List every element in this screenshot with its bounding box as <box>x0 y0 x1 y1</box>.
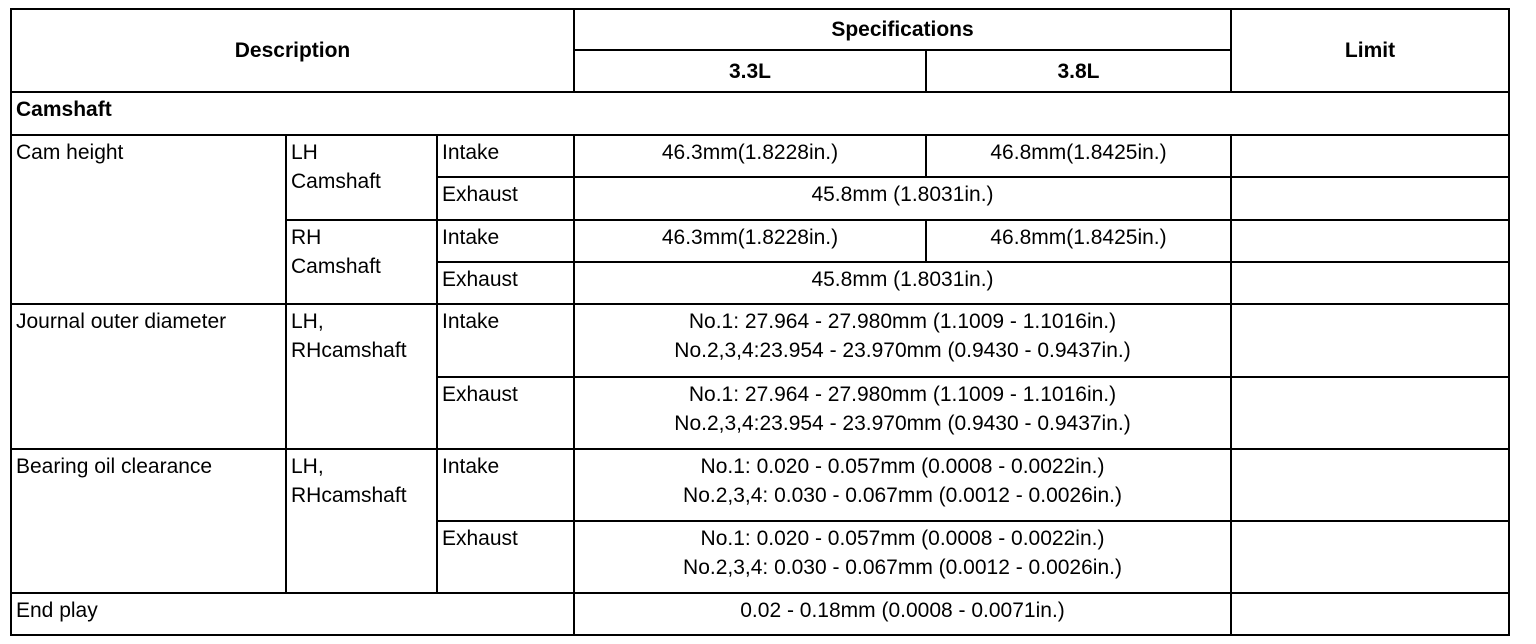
side-line: LH, <box>291 310 324 333</box>
side-line: LH <box>291 141 318 164</box>
side-line: LH, <box>291 455 324 478</box>
exhaust-label: Exhaust <box>437 377 574 449</box>
camshaft-spec-table <box>10 8 1510 636</box>
value-line: No.2,3,4: 0.030 - 0.067mm (0.0012 - 0.0026in.) <box>683 556 1122 579</box>
bearing-side <box>286 449 437 593</box>
bearing-intake-value <box>574 449 1231 521</box>
side-line: RHcamshaft <box>291 339 407 362</box>
bearing-label: Bearing oil clearance <box>11 449 286 593</box>
journal-side <box>286 304 437 449</box>
cam-height-label: Cam height <box>11 135 286 304</box>
cam-height-lh-exhaust-value: 45.8mm (1.8031in.) <box>574 177 1231 220</box>
limit-cell <box>1231 521 1509 593</box>
cam-height-rh-exhaust-value: 45.8mm (1.8031in.) <box>574 262 1231 304</box>
side-line: Camshaft <box>291 170 381 193</box>
header-limit: Limit <box>1231 9 1509 92</box>
value-line: No.2,3,4:23.954 - 23.970mm (0.9430 - 0.9437in.) <box>674 412 1131 435</box>
value-line: No.1: 0.020 - 0.057mm (0.0008 - 0.0022in.) <box>700 455 1105 478</box>
value-line: No.1: 27.964 - 27.980mm (1.1009 - 1.1016in.) <box>688 310 1117 333</box>
end-play-value: 0.02 - 0.18mm (0.0008 - 0.0071in.) <box>574 593 1231 635</box>
cam-height-rh-intake-3-3l: 46.3mm(1.8228in.) <box>574 220 926 262</box>
limit-cell <box>1231 262 1509 304</box>
side-line: RHcamshaft <box>291 484 407 507</box>
exhaust-label: Exhaust <box>437 177 574 220</box>
intake-label: Intake <box>437 449 574 521</box>
intake-label: Intake <box>437 304 574 377</box>
cam-height-lh-intake-3-8l: 46.8mm(1.8425in.) <box>926 135 1231 177</box>
end-play-label: End play <box>11 593 574 635</box>
value-line: No.1: 0.020 - 0.057mm (0.0008 - 0.0022in.) <box>700 527 1105 550</box>
journal-exhaust-value <box>574 377 1231 449</box>
journal-label: Journal outer diameter <box>11 304 286 449</box>
exhaust-label: Exhaust <box>437 521 574 593</box>
limit-cell <box>1231 135 1509 177</box>
limit-cell <box>1231 377 1509 449</box>
header-spec-3-3l: 3.3L <box>574 50 926 92</box>
cam-height-lh-side <box>286 135 437 220</box>
header-specifications: Specifications <box>574 9 1231 50</box>
journal-intake-value <box>574 304 1231 377</box>
header-spec-3-8l: 3.8L <box>926 50 1231 92</box>
limit-cell <box>1231 220 1509 262</box>
limit-cell <box>1231 449 1509 521</box>
side-line: RH <box>291 226 322 249</box>
section-title: Camshaft <box>11 92 1509 135</box>
value-line: No.2,3,4: 0.030 - 0.067mm (0.0012 - 0.0026in.) <box>683 484 1122 507</box>
limit-cell <box>1231 593 1509 635</box>
value-line: No.1: 27.964 - 27.980mm (1.1009 - 1.1016in.) <box>688 383 1117 406</box>
cam-height-rh-side <box>286 220 437 304</box>
limit-cell <box>1231 177 1509 220</box>
intake-label: Intake <box>437 220 574 262</box>
bearing-exhaust-value <box>574 521 1231 593</box>
value-line: No.2,3,4:23.954 - 23.970mm (0.9430 - 0.9437in.) <box>674 339 1131 362</box>
intake-label: Intake <box>437 135 574 177</box>
cam-height-rh-intake-3-8l: 46.8mm(1.8425in.) <box>926 220 1231 262</box>
cam-height-lh-intake-3-3l: 46.3mm(1.8228in.) <box>574 135 926 177</box>
exhaust-label: Exhaust <box>437 262 574 304</box>
header-description: Description <box>11 9 574 92</box>
limit-cell <box>1231 304 1509 377</box>
side-line: Camshaft <box>291 255 381 278</box>
